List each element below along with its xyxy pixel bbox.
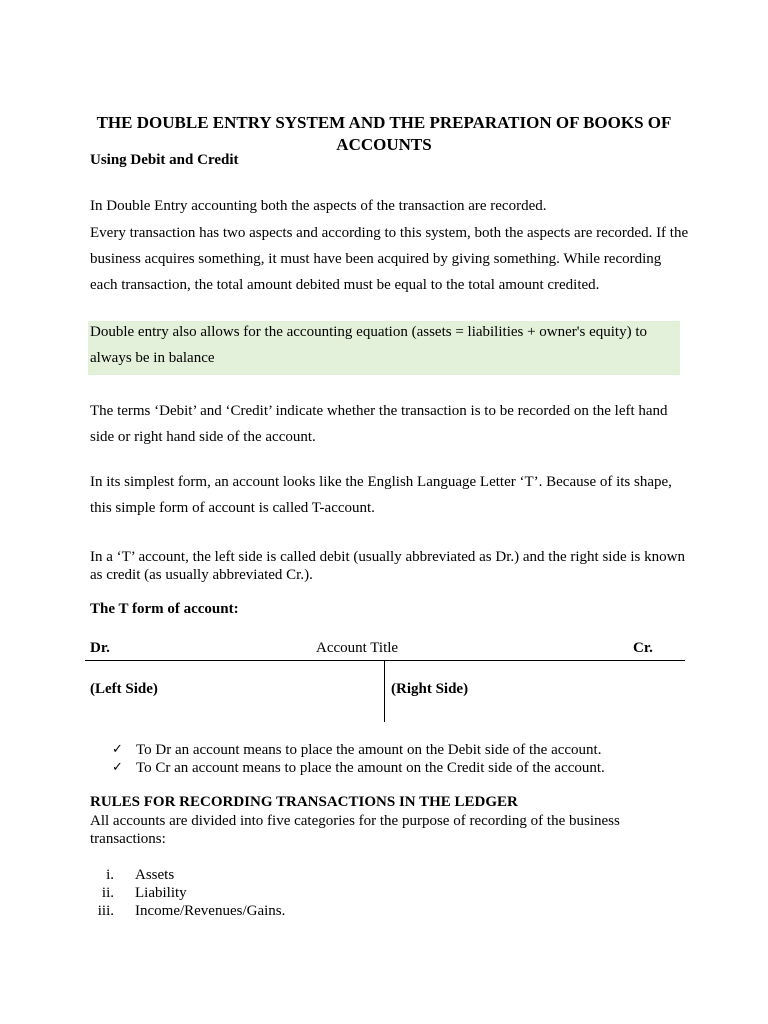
t-account-vertical-line	[384, 660, 385, 722]
list-item	[112, 741, 605, 759]
t-account-horizontal-line	[85, 660, 685, 661]
list-item-text: Liability	[135, 885, 187, 901]
paragraph-t-shape: In its simplest form, an account looks like the English Language Letter ‘T’. Because of its shape, this simple form of account is called T-account.	[90, 474, 672, 516]
list-item	[84, 902, 285, 920]
paragraph-t-account-sides: In a ‘T’ account, the left side is called debit (usually abbreviated as Dr.) and the right side is known as credit (as usually abbreviated Cr.).	[90, 549, 685, 583]
list-item-text: Income/Revenues/Gains.	[135, 903, 286, 919]
paragraph-debit-credit-terms: The terms ‘Debit’ and ‘Credit’ indicate whether the transaction is to be recorded on the left hand side or right hand side of the account.	[90, 403, 668, 445]
list-item-text: Assets	[135, 867, 175, 883]
paragraph-five-categories: All accounts are divided into five categories for the purpose of recording of the business transactions:	[90, 813, 620, 847]
list-item	[112, 759, 605, 777]
subheading-rules-ledger: RULES FOR RECORDING TRANSACTIONS IN THE LEDGER	[90, 794, 518, 810]
paragraph-two-aspects: Every transaction has two aspects and according to this system, both the aspects are recorded. If the business acquires something, it must have been acquired by giving something. While recording each transaction, the total amount debited must be equal to the total amount credited.	[90, 225, 689, 293]
list-item	[84, 884, 285, 902]
check-icon: ✓	[112, 742, 123, 757]
highlight-accounting-equation: Double entry also allows for the accounting equation (assets = liabilities + owner's equity) to always be in balance	[90, 324, 647, 366]
list-item-number: iii.	[97, 903, 114, 919]
list-item	[84, 866, 285, 884]
list-item-text: To Dr an account means to place the amount on the Debit side of the account.	[136, 742, 602, 758]
paragraph-double-entry-intro: In Double Entry accounting both the aspects of the transaction are recorded.	[90, 198, 547, 214]
categories-list	[84, 866, 285, 920]
debit-credit-checklist	[112, 741, 605, 777]
page-title: THE DOUBLE ENTRY SYSTEM AND THE PREPARATION OF BOOKS OF ACCOUNTS	[96, 113, 672, 154]
t-account-dr-label: Dr.	[90, 640, 110, 656]
list-item-number: ii.	[101, 885, 114, 901]
t-account-right-side-label: (Right Side)	[391, 681, 469, 697]
subheading-using-debit-credit: Using Debit and Credit	[90, 152, 239, 168]
list-item-number: i.	[106, 867, 114, 883]
subheading-t-form: The T form of account:	[90, 601, 239, 617]
list-item-text: To Cr an account means to place the amount on the Credit side of the account.	[136, 760, 605, 776]
check-icon: ✓	[112, 760, 123, 775]
t-account-title-label: Account Title	[316, 640, 399, 656]
t-account-cr-label: Cr.	[633, 640, 653, 656]
t-account-diagram	[85, 637, 685, 723]
t-account-left-side-label: (Left Side)	[90, 681, 158, 697]
